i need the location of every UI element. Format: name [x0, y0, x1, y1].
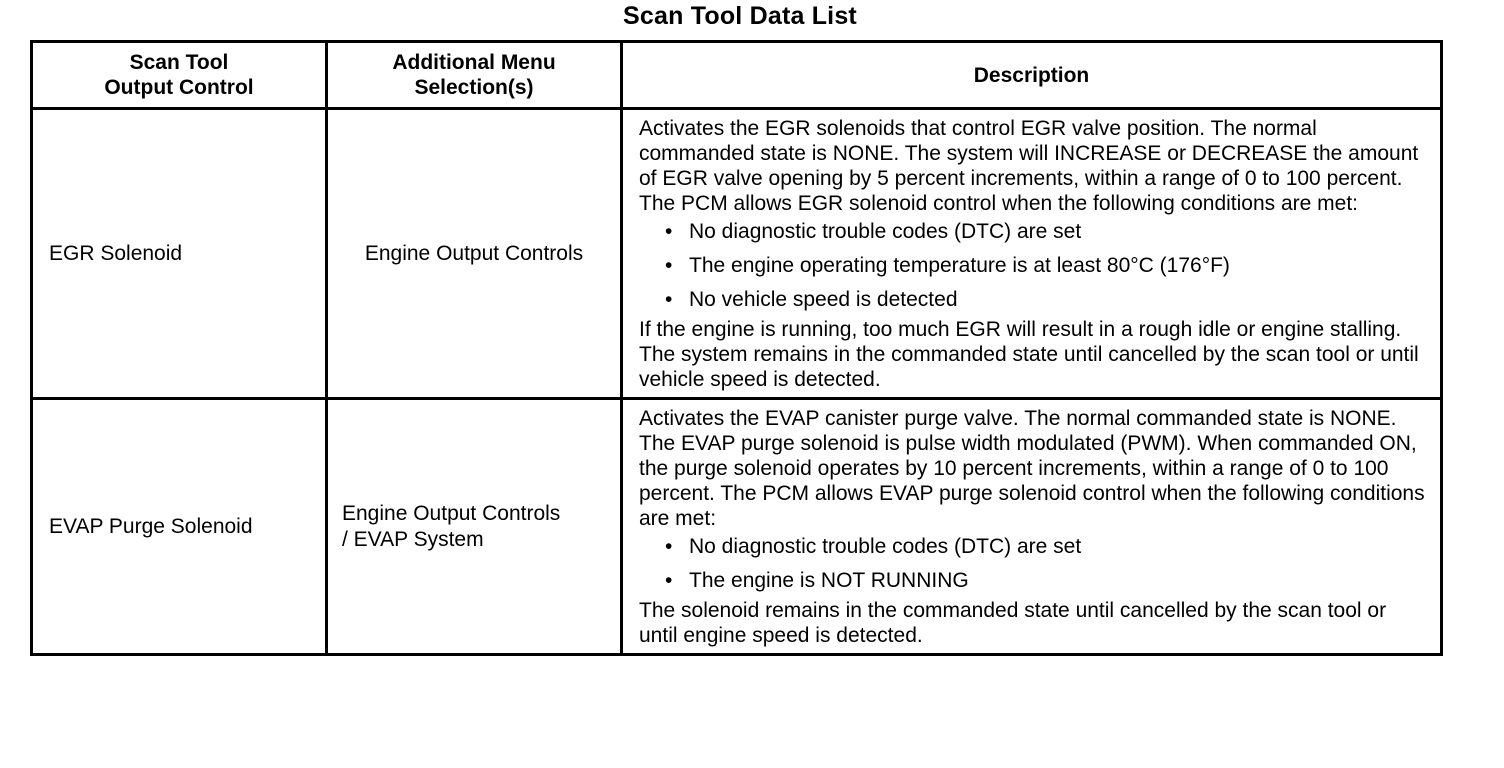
egr-condition-item: [665, 219, 1430, 244]
egr-menu-selection-cell: [327, 109, 622, 399]
bullet-icon: •: [665, 220, 673, 243]
evap-menu-selection-line-1: Engine Output Controls: [342, 501, 561, 525]
evap-description-cell: [622, 399, 1442, 655]
evap-description-intro: Activates the EVAP canister purge valve. The normal commanded state is NONE. The EVAP purge solenoid is pulse width modulated (PWM). When commanded ON, the purge solenoid operates by 10 percent increments, within a range of 0 to 100 percent. The PCM allows EVAP purge solenoid control when the following conditions are met:: [639, 407, 1425, 530]
evap-menu-selection-line-2: / EVAP System: [342, 527, 484, 551]
egr-menu-selection-line-1: Engine Output Controls: [364, 241, 584, 265]
egr-condition-text: The engine operating temperature is at least 80°C (176°F): [689, 254, 1230, 277]
bullet-icon: •: [665, 569, 673, 592]
evap-condition-list: [639, 534, 1430, 593]
header-description: Description: [622, 42, 1442, 109]
evap-condition-item: [665, 534, 1430, 559]
page-title: Scan Tool Data List: [623, 2, 857, 30]
evap-description-outro: The solenoid remains in the commanded state until cancelled by the scan tool or until engine speed is detected.: [639, 599, 1387, 647]
bullet-icon: •: [665, 535, 673, 558]
header-row: [32, 42, 1442, 109]
table-row-egr-solenoid: [32, 109, 1442, 399]
header-output-control-line-1: Scan Tool: [129, 51, 229, 74]
bullet-icon: •: [665, 254, 673, 277]
evap-output-control-cell: EVAP Purge Solenoid: [32, 399, 327, 655]
egr-description-outro: If the engine is running, too much EGR will result in a rough idle or engine stalling. The system remains in the commanded state until cancelled by the scan tool or until vehicle speed is detected.: [639, 318, 1419, 391]
evap-condition-text: No diagnostic trouble codes (DTC) are set: [689, 535, 1082, 558]
egr-description-intro: Activates the EGR solenoids that control EGR valve position. The normal commanded state is NONE. The system will INCREASE or DECREASE the amount of EGR valve opening by 5 percent increments, within a range of 0 to 100 percent. The PCM allows EGR solenoid control when the following conditions are met:: [639, 117, 1419, 215]
egr-description-cell: [622, 109, 1442, 399]
evap-menu-selection-cell: [327, 399, 622, 655]
egr-condition-text: No vehicle speed is detected: [689, 288, 958, 311]
header-menu-selection-line-1: Additional Menu: [392, 51, 556, 74]
egr-condition-item: [665, 287, 1430, 312]
bullet-icon: •: [665, 288, 673, 311]
evap-condition-text: The engine is NOT RUNNING: [689, 569, 969, 592]
scan-tool-data-table: [30, 40, 1443, 656]
header-menu-selection: [327, 42, 622, 109]
egr-condition-text: No diagnostic trouble codes (DTC) are set: [689, 220, 1082, 243]
evap-condition-item: [665, 568, 1430, 593]
header-output-control: [32, 42, 327, 109]
egr-condition-list: [639, 219, 1430, 312]
header-output-control-line-2: Output Control: [104, 76, 254, 99]
table-row-evap-purge-solenoid: [32, 399, 1442, 655]
egr-output-control-cell: EGR Solenoid: [32, 109, 327, 399]
header-menu-selection-line-2: Selection(s): [414, 76, 534, 99]
egr-condition-item: [665, 253, 1430, 278]
